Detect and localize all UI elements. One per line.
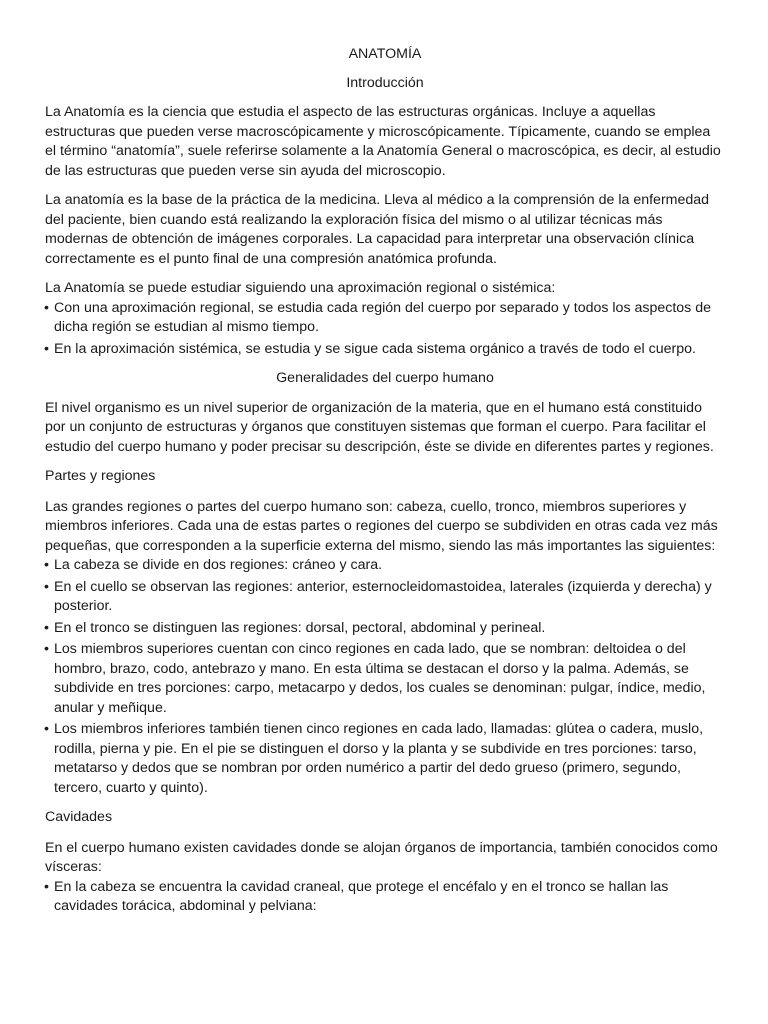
intro-paragraph-2: La anatomía es la base de la práctica de la medicina. Lleva al médico a la comprensión de la enfermedad del paciente, bien cuando está realizando la exploración física del mismo o al utilizar técnicas más modernas de obtención de imágenes corporales. La capacidad para interpretar una observación clínica correctamente es el punto final de una compresión anatómica profunda. bbox=[45, 192, 710, 267]
partes-intro: Las grandes regiones o partes del cuerpo humano son: cabeza, cuello, tronco, miembros superiores y miembros inferiores. Cada una de estas partes o regiones del cuerpo se subdividen en otras cada vez más pequeñas, que corresponden a la superficie externa del mismo, siendo las más importantes las siguientes: bbox=[45, 498, 718, 554]
partes-bullet-cuello: • En el cuello se observan las regiones: anterior, esternocleidomastoidea, laterales (izquierda y derecha) y posterior. bbox=[45, 578, 725, 617]
document-title: ANATOMÍA bbox=[348, 46, 422, 62]
intro-paragraph-1: La Anatomía es la ciencia que estudia el aspecto de las estructuras orgánicas. Incluye a aquellas estructuras que pueden verse macroscópicamente y microscópicamente. Típicamente, cuando se emplea el término “anatomía”, suele referirse solamente a la Anatomía General o macroscópica, es decir, al estudio de las estructuras que pueden verse sin ayuda del microscopio. bbox=[45, 104, 721, 179]
approach-intro: La Anatomía se puede estudiar siguiendo una aproximación regional o sistémica: bbox=[45, 280, 556, 296]
cavidades-list bbox=[45, 878, 725, 917]
generalidades-paragraph: El nivel organismo es un nivel superior de organización de la materia, que en el humano está constituido por un conjunto de estructuras y órganos que constituyen sistemas que forman el cuerpo. Para facilitar el estudio del cuerpo humano y poder precisar su descripción, éste se divide en diferentes partes y regiones. bbox=[45, 399, 714, 455]
partes-bullet-miembros-superiores: • Los miembros superiores cuentan con cinco regiones en cada lado, que se nombran: deltoidea o del hombro, brazo, codo, antebrazo y mano. En esta última se destacan el dorso y la palma. Además, se subdivide en tres porciones: carpo, metacarpo y dedos, los cuales se denominan: pulgar, índice, medio, anular y meñique. bbox=[45, 640, 725, 718]
approach-bullet-regional: • Con una aproximación regional, se estudia cada región del cuerpo por separado y todos los aspectos de dicha región se estudian al mismo tiempo. bbox=[45, 299, 725, 338]
partes-bullet-tronco: • En el tronco se distinguen las regiones: dorsal, pectoral, abdominal y perineal. bbox=[45, 619, 725, 639]
cavidades-intro: En el cuerpo humano existen cavidades donde se alojan órganos de importancia, también conocidos como vísceras: bbox=[45, 839, 718, 875]
section-heading-partes: Partes y regiones bbox=[45, 468, 156, 484]
cavidades-bullet-cabeza: • En la cabeza se encuentra la cavidad craneal, que protege el encéfalo y en el tronco se hallan las cavidades torácica, abdominal y pelviana: bbox=[45, 878, 725, 917]
section-heading-cavidades: Cavidades bbox=[45, 809, 113, 825]
approach-bullet-sistemica: • En la aproximación sistémica, se estudia y se sigue cada sistema orgánico a través de todo el cuerpo. bbox=[45, 340, 725, 360]
partes-bullet-miembros-inferiores: • Los miembros inferiores también tienen cinco regiones en cada lado, llamadas: glútea o cadera, muslo, rodilla, pierna y pie. En el pie se distinguen el dorso y la planta y se subdivide en tres porciones: tarso, metatarso y dedos que se nombran por orden numérico a partir del dedo grueso (primero, segundo, tercero, cuarto y quinto). bbox=[45, 720, 725, 798]
partes-bullet-cabeza: • La cabeza se divide en dos regiones: cráneo y cara. bbox=[45, 556, 725, 576]
section-heading-introduccion: Introducción bbox=[346, 74, 424, 91]
document-content bbox=[45, 45, 725, 919]
approach-list bbox=[45, 299, 725, 360]
partes-list bbox=[45, 556, 725, 798]
section-heading-generalidades: Generalidades del cuerpo humano bbox=[276, 370, 494, 386]
